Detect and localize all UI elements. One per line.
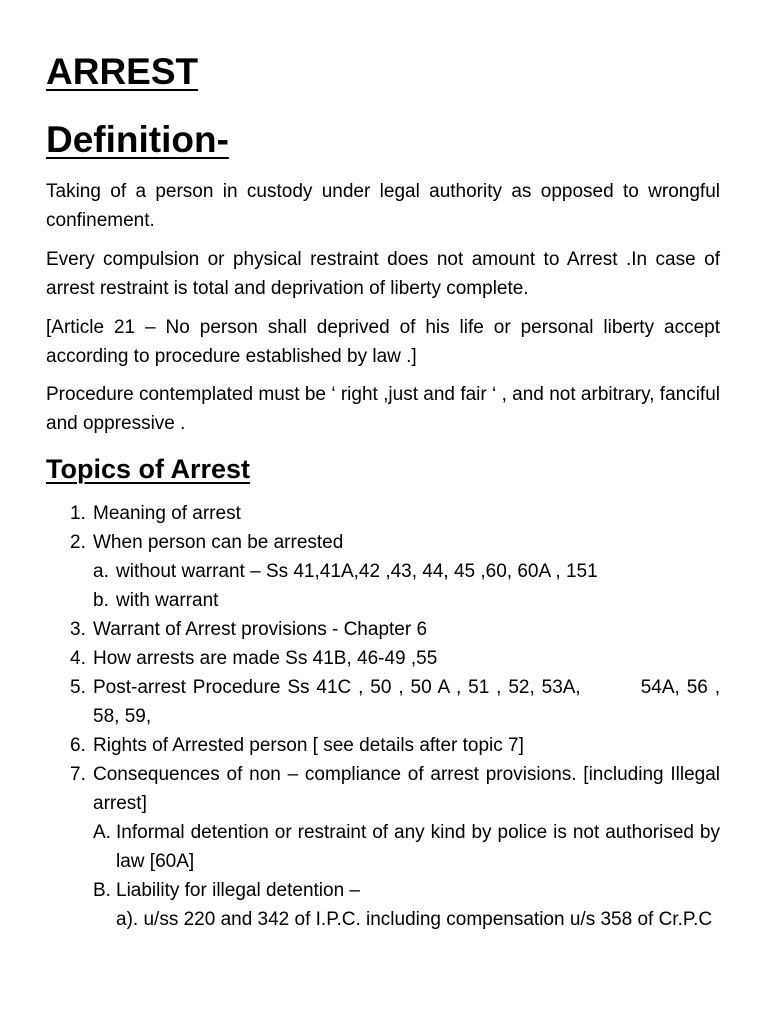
list-item	[0, 528, 720, 557]
list-item	[0, 731, 720, 760]
list-item-number: 6.	[70, 735, 86, 756]
list-item-text: u/ss 220 and 342 of I.P.C. including compensation u/s 358 of Cr.P.C	[143, 909, 713, 930]
list-subitem	[0, 557, 720, 586]
procedure-paragraph: Procedure contemplated must be ‘ right ,just and fair ‘ , and not arbitrary, fanciful and oppressive .	[46, 384, 720, 434]
article-21-paragraph: [Article 21 – No person shall deprived of his life or personal liberty accept according to procedure established by law .]	[46, 317, 720, 367]
list-item	[0, 644, 720, 673]
definition-paragraph-1: Taking of a person in custody under legal authority as opposed to wrongful confinement.	[46, 181, 720, 231]
list-item-number: 3.	[70, 619, 86, 640]
definition-paragraph-2: Every compulsion or physical restraint does not amount to Arrest .In case of arrest restraint is total and deprivation of liberty complete.	[46, 249, 720, 299]
list-item-text: without warrant – Ss 41,41A,42 ,43, 44, 45 ,60, 60A , 151	[116, 561, 598, 582]
list-item	[0, 615, 720, 644]
list-item-number: 5.	[70, 677, 86, 698]
list-item-text: Rights of Arrested person [ see details after topic 7]	[93, 735, 524, 756]
list-item-number: B.	[93, 880, 111, 901]
list-item	[0, 673, 720, 731]
list-item-number: b.	[93, 590, 109, 611]
list-item-number: 7.	[70, 764, 86, 785]
list-item-text: When person can be arrested	[93, 532, 344, 553]
list-subitem	[0, 818, 720, 876]
list-item-text: How arrests are made Ss 41B, 46-49 ,55	[93, 648, 438, 669]
list-item-number: A.	[93, 822, 111, 843]
list-item	[0, 499, 720, 528]
topics-list	[0, 499, 768, 934]
list-item-text: Liability for illegal detention –	[116, 880, 360, 901]
list-item-number: 1.	[70, 503, 86, 524]
definition-heading: Definition-	[46, 119, 229, 160]
list-item-text: Post-arrest Procedure Ss 41C , 50 , 50 A , 51 , 52, 53A,	[93, 677, 581, 698]
list-item-number: 2.	[70, 532, 86, 553]
list-subitem	[0, 586, 720, 615]
list-item-text: with warrant	[116, 590, 219, 611]
list-item-text: Consequences of non – compliance of arrest provisions. [including Illegal arrest]	[93, 764, 720, 814]
list-item-number: 4.	[70, 648, 86, 669]
list-item	[0, 760, 720, 818]
list-subsubitem	[0, 905, 720, 934]
list-item-text: Warrant of Arrest provisions - Chapter 6	[93, 619, 428, 640]
page-title: ARREST	[46, 51, 199, 92]
list-subitem	[0, 876, 720, 905]
list-item-text: Informal detention or restraint of any kind by police is not authorised by law [60A]	[116, 822, 720, 872]
topics-heading: Topics of Arrest	[46, 454, 251, 484]
list-item-text: Meaning of arrest	[93, 503, 241, 524]
list-item-number: a.	[93, 561, 109, 582]
list-item-number: a).	[116, 909, 139, 930]
list-item-text-continued: 54A, 56 , 58, 59,	[93, 677, 720, 727]
